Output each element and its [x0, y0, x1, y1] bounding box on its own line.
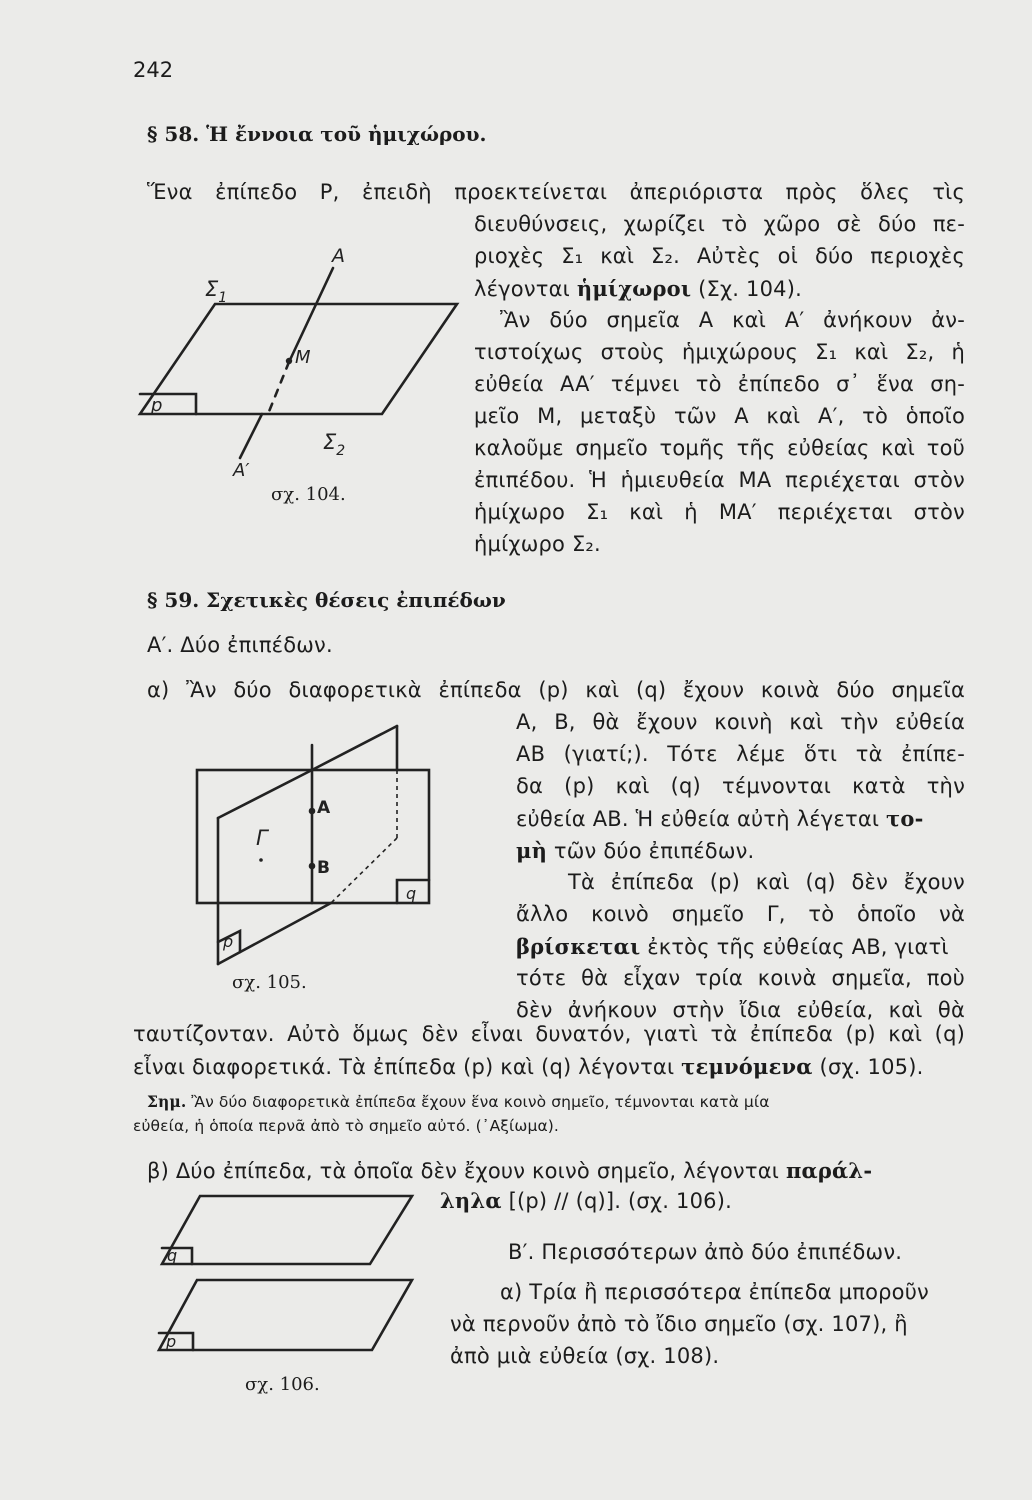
s58-line-2: διευθύνσεις, χωρίζει τὸ χῶρο σὲ δύο πε-	[474, 212, 965, 236]
fig104-sigma1-sub: 1	[218, 290, 228, 306]
term-intersecting: τεμνόμενα	[681, 1054, 813, 1079]
s59-a-line-2: A, B, θὰ ἔχουν κοινὴ καὶ τὴν εὐθεία	[516, 710, 965, 734]
s59-a-line-9-text: ἐκτὸς τῆς εὐθείας AB, γιατὶ	[640, 935, 949, 959]
fig105-label-A: A	[317, 798, 331, 818]
s59-subtitle-A: A′. Δύο ἐπιπέδων.	[147, 633, 333, 657]
page-number: 242	[133, 58, 174, 82]
section-58-title: § 58. Ἡ ἔννοια τοῦ ἡμιχώρου.	[147, 122, 487, 146]
s58-line-7: εὐθεία AA′ τέμνει τὸ ἐπίπεδο σ᾿ ἕνα ση-	[474, 372, 965, 396]
s58-line-9: καλοῦμε σημεῖο τομῆς τῆς εὐθείας καὶ τοῦ	[474, 436, 965, 460]
term-parallel-part2: ληλα	[440, 1188, 502, 1213]
s59-a-line-10: τότε θὰ εἶχαν τρία κοινὰ σημεῖα, ποὺ	[516, 966, 965, 990]
s59-a-line-13-text: εἶναι διαφορετικά. Τὰ ἐπίπεδα (p) καὶ (q) λέγονται	[133, 1055, 682, 1079]
s59-a-line-5-text: εὐθεία AB. Ἡ εὐθεία αὐτὴ λέγεται	[516, 807, 887, 831]
section-59-title: § 59. Σχετικὲς θέσεις ἐπιπέδων	[147, 588, 506, 612]
s58-line-4-text: λέγονται	[474, 277, 577, 301]
s59-c-line-1: α) Τρία ἢ περισσότερα ἐπίπεδα μποροῦν	[500, 1280, 929, 1304]
fig104-label-p: p	[151, 395, 163, 416]
s58-line-3: ριοχὲς Σ₁ καὶ Σ₂. Αὐτὲς οἱ δύο περιοχὲς	[474, 244, 965, 268]
fig105-label-p: p	[223, 932, 234, 951]
term-lies: βρίσκεται	[516, 934, 641, 959]
s59-a-line-1: α) Ἂν δύο διαφορετικὰ ἐπίπεδα (p) καὶ (q) ἔχουν κοινὰ δύο σημεῖα	[147, 678, 965, 702]
s59-c-line-3: ἀπὸ μιὰ εὐθεία (σχ. 108).	[450, 1344, 720, 1368]
s59-b-line-1-text: β) Δύο ἐπίπεδα, τὰ ὁποῖα δὲν ἔχουν κοινὸ σημεῖο, λέγονται	[147, 1159, 786, 1183]
fig104-sigma1-symbol: Σ	[205, 277, 219, 301]
s58-line-12: ἡμίχωρο Σ₂.	[474, 532, 601, 556]
fig104-caption: σχ. 104.	[271, 484, 346, 505]
s59-b-line-2-text: [(p) // (q)]. (σχ. 106).	[501, 1189, 732, 1213]
fig106-caption: σχ. 106.	[245, 1374, 320, 1395]
s58-line-10: ἐπιπέδου. Ἡ ἡμιευθεία MA περιέχεται στὸν	[474, 468, 965, 492]
fig106-label-q: q	[167, 1246, 178, 1265]
s59-a-line-13-ref: (σχ. 105).	[812, 1055, 924, 1079]
s58-line-1: Ἕνα ἐπίπεδο P, ἐπειδὴ προεκτείνεται ἀπεριόριστα πρὸς ὅλες τὶς	[147, 180, 965, 204]
note-label: Σημ.	[147, 1092, 187, 1111]
s59-a-line-12: ταυτίζονταν. Αὐτὸ ὅμως δὲν εἶναι δυνατόν, γιατὶ τὰ ἐπίπεδα (p) καὶ (q)	[133, 1022, 965, 1046]
fig105-label-q: q	[406, 884, 417, 903]
s59-a-line-6-text: τῶν δύο ἐπιπέδων.	[547, 839, 755, 863]
fig104-label-M: M	[295, 347, 311, 368]
fig105-label-B: B	[317, 858, 330, 878]
subtitle-B: B′. Περισσότερων ἀπὸ δύο ἐπιπέδων.	[508, 1240, 903, 1264]
fig104-label-A-prime: A′	[233, 460, 250, 481]
s58-line-6: τιστοίχως στοὺς ἡμιχώρους Σ₁ καὶ Σ₂, ἡ	[474, 340, 965, 364]
s59-a-line-11: δὲν ἀνήκουν στὴν ἴδια εὐθεία, καὶ θὰ	[516, 998, 965, 1022]
term-parallel-part1: παράλ-	[785, 1158, 873, 1183]
fig104-sigma2-symbol: Σ	[323, 430, 337, 454]
fig104-label-A: A	[332, 245, 345, 267]
s59-a-line-7: Τὰ ἐπίπεδα (p) καὶ (q) δὲν ἔχουν	[568, 870, 965, 894]
s58-line-11: ἡμίχωρο Σ₁ καὶ ἡ MA′ περιέχεται στὸν	[474, 500, 965, 524]
s58-line-5: Ἂν δύο σημεῖα A καὶ A′ ἀνήκουν ἀν-	[500, 308, 965, 332]
term-intersection-part1: το-	[886, 806, 924, 831]
fig106-label-p: p	[166, 1332, 177, 1351]
fig106-plane-p	[159, 1280, 412, 1350]
term-hemispace: ἡμίχωροι	[576, 276, 692, 301]
fig105-label-gamma: Γ	[256, 826, 268, 850]
s59-a-line-3: AB (γιατί;). Τότε λέμε ὅτι τὰ ἐπίπε-	[516, 742, 965, 766]
s59-a-line-4: δα (p) καὶ (q) τέμνονται κατὰ τὴν	[516, 774, 965, 798]
fig104-sigma2-sub: 2	[336, 443, 346, 459]
note-line-1-text: Ἂν δύο διαφορετικὰ ἐπίπεδα ἔχουν ἕνα κοινὸ σημεῖο, τέμνονται κατὰ μία	[186, 1093, 770, 1111]
note-line-2: εὐθεία, ἡ ὁποία περνᾶ ἀπὸ τὸ σημεῖο αὐτό. (᾿Αξίωμα).	[133, 1117, 559, 1135]
term-intersection-part2: μὴ	[516, 838, 548, 863]
s59-c-line-2: νὰ περνοῦν ἀπὸ τὸ ἴδιο σημεῖο (σχ. 107), ἢ	[450, 1312, 908, 1336]
s58-line-8: μεῖο M, μεταξὺ τῶν A καὶ A′, τὸ ὁποῖο	[474, 404, 965, 428]
fig105-caption: σχ. 105.	[232, 972, 307, 993]
s58-line-4-ref: (Σχ. 104).	[691, 277, 802, 301]
s59-a-line-8: ἄλλο κοινὸ σημεῖο Γ, τὸ ὁποῖο νὰ	[516, 902, 965, 926]
fig106-plane-q	[162, 1196, 412, 1264]
